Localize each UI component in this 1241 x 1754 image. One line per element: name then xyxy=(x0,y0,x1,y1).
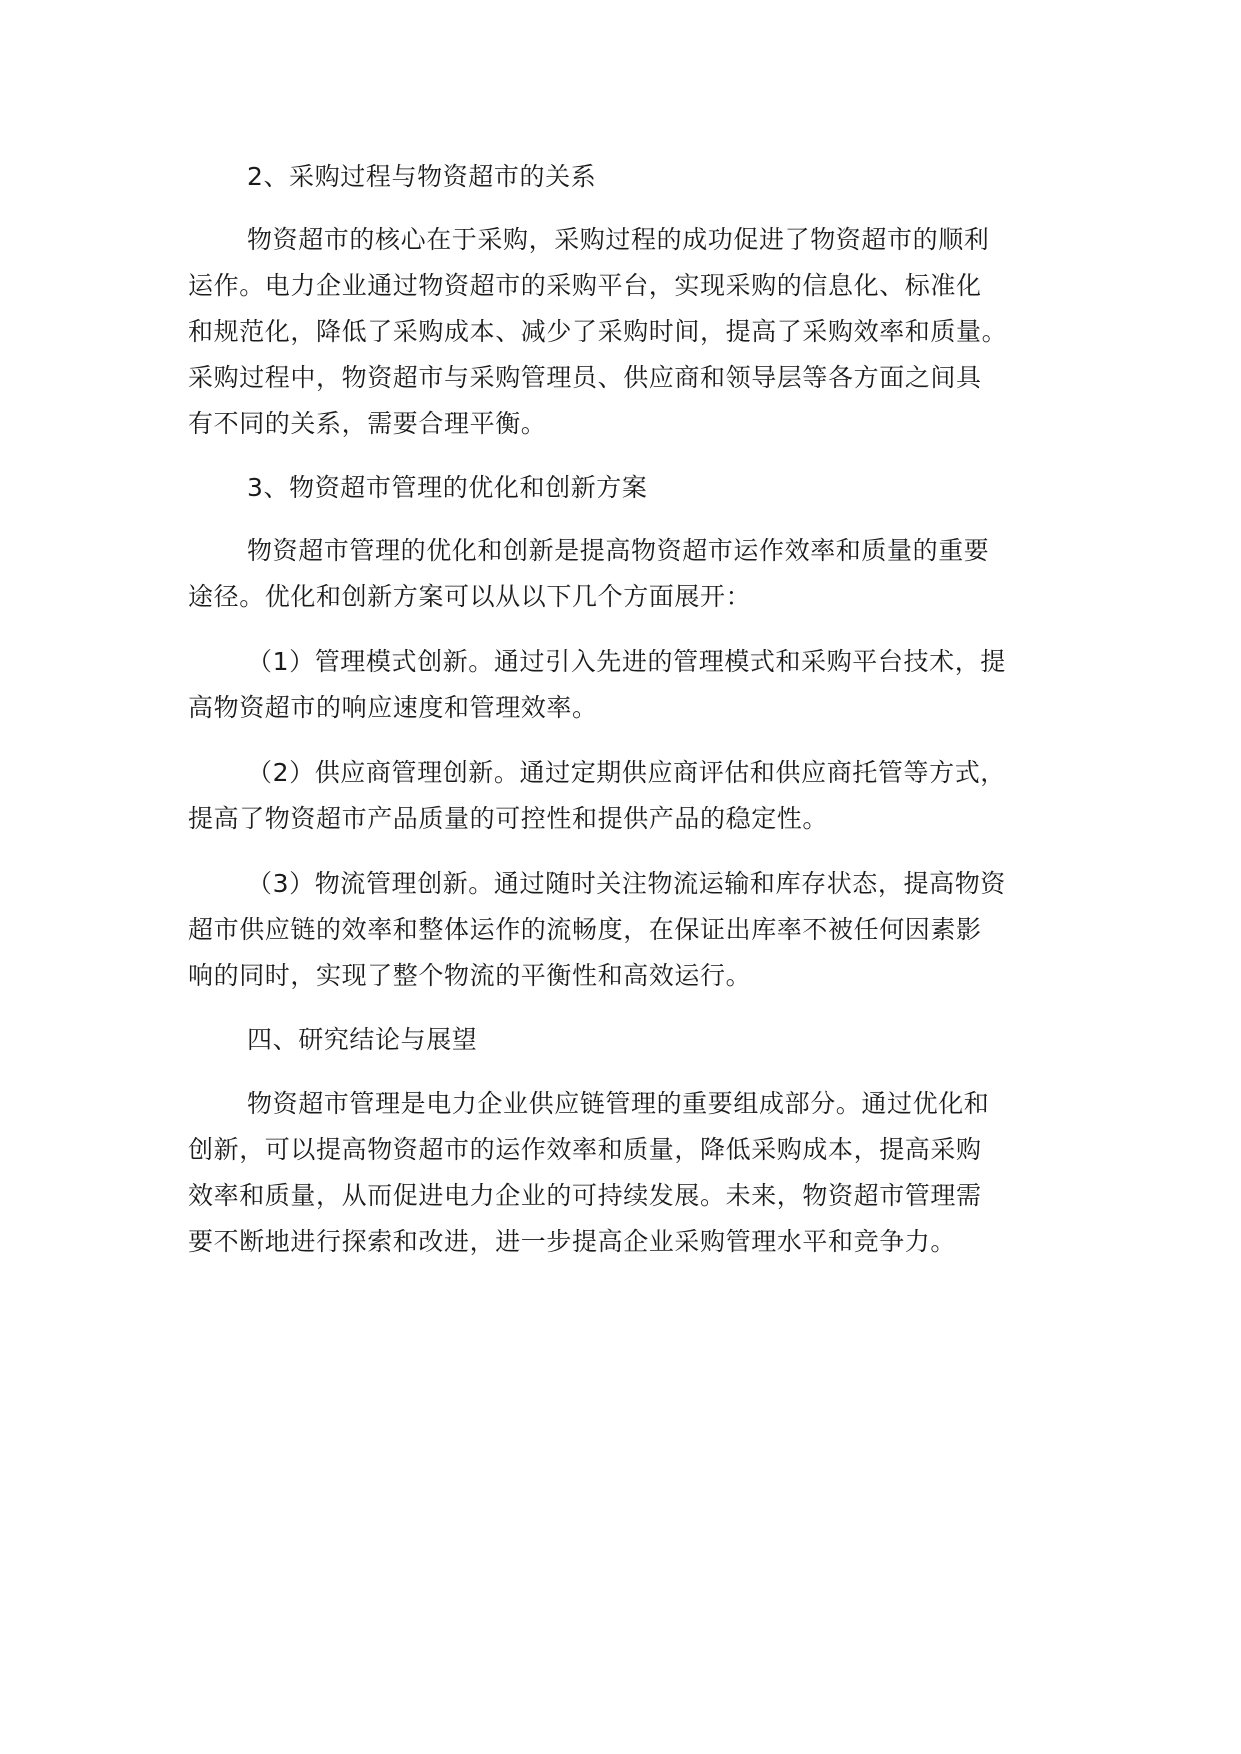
section-4-paragraph-line: 物资超市管理是电力企业供应链管理的重要组成部分。通过优化和 xyxy=(247,1089,990,1118)
section-4-paragraph-line: 效率和质量，从而促进电力企业的可持续发展。未来，物资超市管理需 xyxy=(188,1181,982,1210)
section-2-paragraph-line: 采购过程中，物资超市与采购管理员、供应商和领导层等各方面之间具 xyxy=(188,363,982,392)
item-2-line: （2）供应商管理创新。通过定期供应商评估和供应商托管等方式， xyxy=(247,758,1006,787)
section-2-paragraph-line: 和规范化，降低了采购成本、减少了采购时间，提高了采购效率和质量。 xyxy=(188,317,1008,346)
section-2-paragraph-line: 物资超市的核心在于采购，采购过程的成功促进了物资超市的顺利 xyxy=(247,225,990,254)
section-2-paragraph-line: 运作。电力企业通过物资超市的采购平台，实现采购的信息化、标准化 xyxy=(188,271,982,300)
section-2-paragraph-line: 有不同的关系，需要合理平衡。 xyxy=(188,409,547,438)
section-4-paragraph-line: 要不断地进行探索和改进，进一步提高企业采购管理水平和竞争力。 xyxy=(188,1227,957,1256)
section-3-intro-line: 物资超市管理的优化和创新是提高物资超市运作效率和质量的重要 xyxy=(247,536,990,565)
section-3-heading: 3、物资超市管理的优化和创新方案 xyxy=(247,473,648,502)
item-3-line: 响的同时，实现了整个物流的平衡性和高效运行。 xyxy=(188,961,752,990)
section-3-intro-line: 途径。优化和创新方案可以从以下几个方面展开： xyxy=(188,582,752,611)
item-1-line: （1）管理模式创新。通过引入先进的管理模式和采购平台技术，提 xyxy=(247,647,1006,676)
section-4-paragraph-line: 创新，可以提高物资超市的运作效率和质量，降低采购成本，提高采购 xyxy=(188,1135,982,1164)
item-2-line: 提高了物资超市产品质量的可控性和提供产品的稳定性。 xyxy=(188,804,829,833)
item-1-line: 高物资超市的响应速度和管理效率。 xyxy=(188,693,598,722)
section-4-heading: 四、研究结论与展望 xyxy=(247,1025,478,1054)
section-2-heading: 2、采购过程与物资超市的关系 xyxy=(247,162,597,191)
item-3-line: 超市供应链的效率和整体运作的流畅度，在保证出库率不被任何因素影 xyxy=(188,915,982,944)
item-3-line: （3）物流管理创新。通过随时关注物流运输和库存状态，提高物资 xyxy=(247,869,1006,898)
